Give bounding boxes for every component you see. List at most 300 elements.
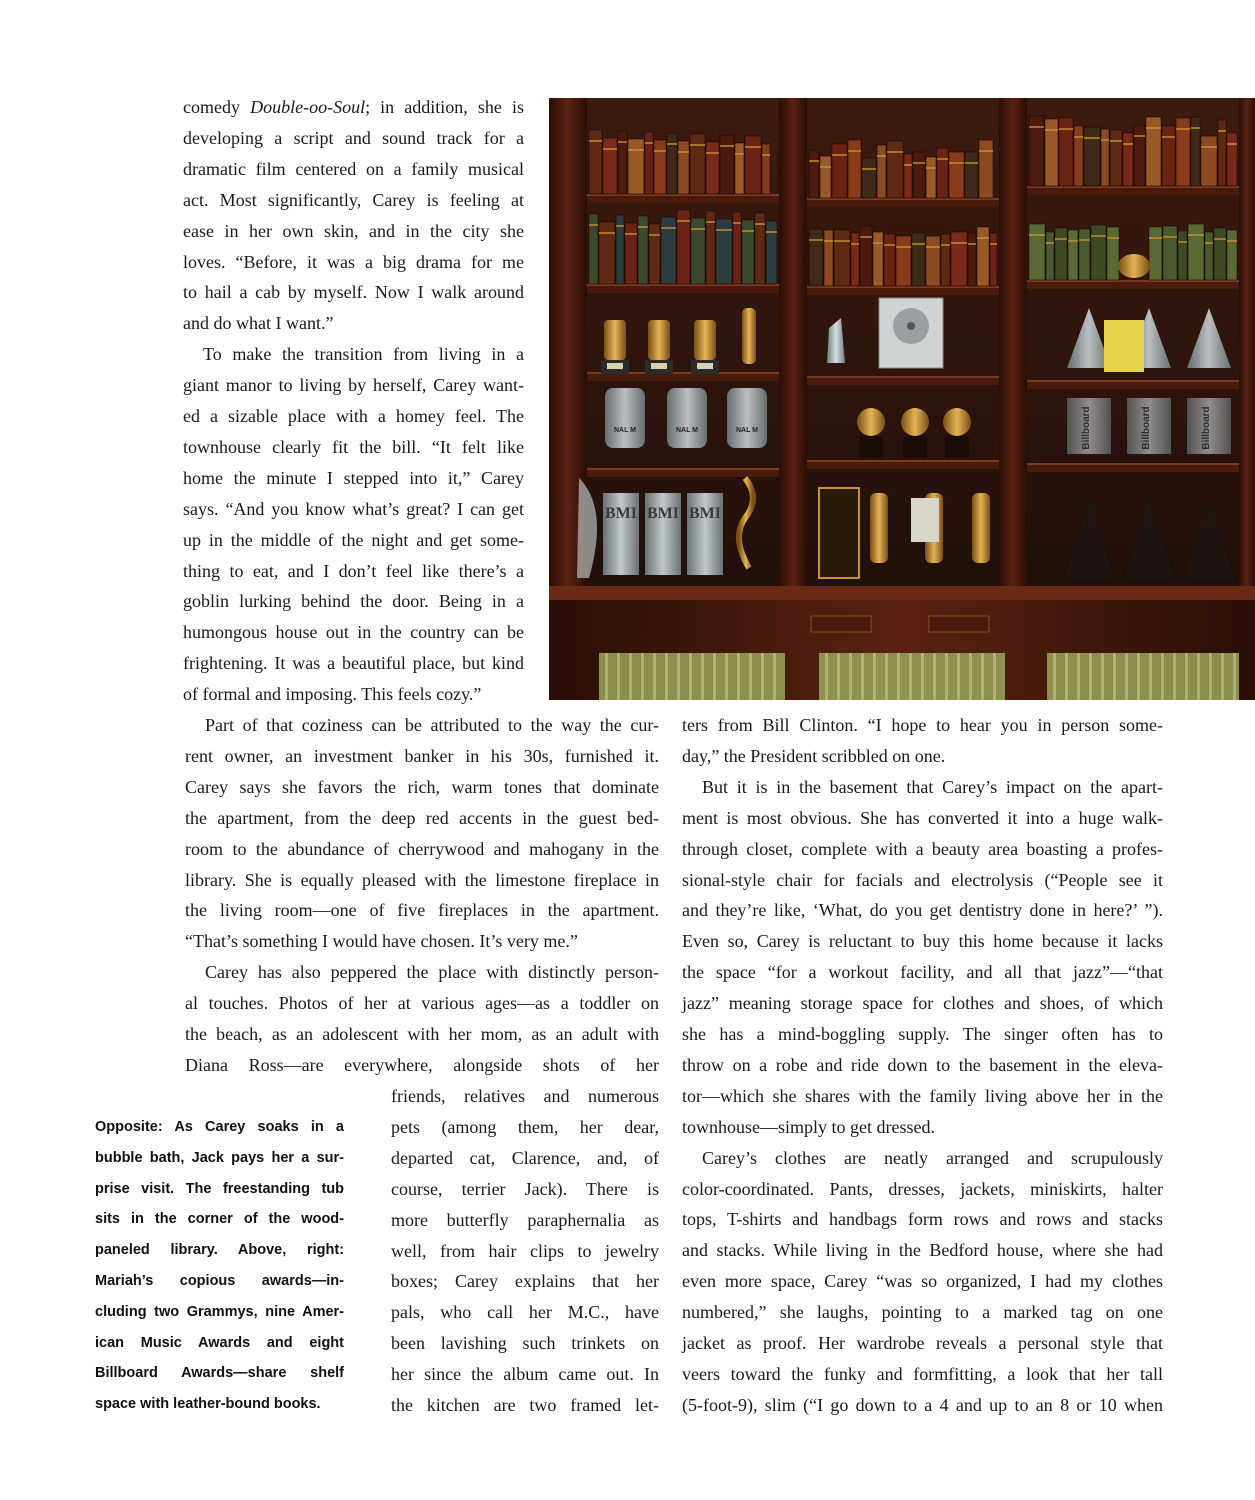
book-band bbox=[949, 162, 964, 164]
book bbox=[625, 223, 637, 284]
book-band bbox=[742, 230, 754, 232]
paragraph-line: Even so, Carey is reluctant to buy this home because it lacks bbox=[682, 931, 1163, 952]
book bbox=[965, 152, 978, 198]
paragraph-line: well, from hair clips to jewelry bbox=[391, 1240, 659, 1261]
book-band bbox=[628, 149, 644, 151]
paragraph-line: Carey has also peppered the place with distinctly person- bbox=[205, 962, 659, 983]
book-band bbox=[603, 148, 617, 150]
book bbox=[649, 224, 660, 284]
book-band bbox=[766, 231, 777, 233]
book bbox=[1110, 130, 1122, 186]
paragraph-line: she has a mind-boggling supply. The singer often has to bbox=[682, 1024, 1163, 1044]
book-band bbox=[661, 227, 676, 229]
book bbox=[1084, 127, 1100, 186]
book-band bbox=[1045, 129, 1058, 131]
book bbox=[1091, 225, 1106, 280]
door-pleat bbox=[737, 653, 740, 700]
book-band bbox=[820, 166, 831, 168]
gold-statuette bbox=[694, 320, 716, 360]
book-band bbox=[862, 168, 876, 170]
book bbox=[1162, 126, 1175, 186]
book bbox=[1214, 228, 1226, 280]
billboard-award-label: Billboard bbox=[1081, 406, 1092, 450]
door-pleat bbox=[837, 653, 840, 700]
door-pleat bbox=[1161, 653, 1164, 700]
door-pleat bbox=[909, 653, 912, 700]
book bbox=[628, 139, 644, 194]
book bbox=[1079, 229, 1090, 280]
grammy-base bbox=[903, 436, 927, 458]
book bbox=[926, 236, 940, 286]
paragraph-line: pets (among them, her dear, bbox=[391, 1116, 659, 1137]
book-band bbox=[877, 155, 886, 157]
caption-line: paneled library. Above, right: bbox=[95, 1242, 344, 1259]
bmi-award-label: BMI bbox=[605, 505, 637, 522]
book bbox=[691, 218, 705, 284]
book-band bbox=[706, 221, 715, 223]
book-band bbox=[1149, 237, 1162, 239]
paragraph-line: throw on a robe and ride down to the basement in the eleva- bbox=[682, 1054, 1163, 1075]
book-band bbox=[735, 153, 744, 155]
book bbox=[720, 135, 734, 194]
book bbox=[912, 233, 925, 286]
door-pleat bbox=[921, 653, 924, 700]
door-pleat bbox=[665, 653, 668, 700]
paragraph-line: of formal and imposing. This feels cozy.” bbox=[183, 684, 482, 705]
paragraph-line: ed a sizable place with a homey feel. The bbox=[183, 406, 524, 426]
book bbox=[1188, 224, 1204, 280]
book-band bbox=[904, 164, 912, 166]
paragraph-line: townhouse—simply to get dressed. bbox=[682, 1116, 935, 1137]
book-band bbox=[1123, 143, 1133, 145]
book bbox=[832, 144, 847, 198]
book bbox=[904, 154, 912, 198]
paragraph-line: jacket as proof. Her wardrobe reveals a personal style that bbox=[682, 1333, 1163, 1353]
statuette-plaque bbox=[651, 363, 667, 369]
book bbox=[937, 148, 948, 198]
paragraph-line: been lavishing such trinkets on bbox=[391, 1333, 659, 1354]
book-band bbox=[851, 243, 859, 245]
paragraph-line: Part of that coziness can be attributed to the way the cur- bbox=[205, 715, 659, 735]
book-band bbox=[965, 162, 978, 164]
book-band bbox=[638, 226, 648, 228]
book bbox=[968, 233, 976, 286]
billboard-award-label: Billboard bbox=[1141, 406, 1152, 450]
bmi-award-label: BMI bbox=[689, 505, 721, 522]
door-pleat bbox=[725, 653, 728, 700]
book-band bbox=[690, 144, 705, 146]
book-band bbox=[706, 152, 719, 154]
paragraph-line: ters from Bill Clinton. “I hope to hear you in person some- bbox=[682, 715, 1163, 735]
book bbox=[1201, 136, 1217, 186]
book-band bbox=[873, 242, 883, 244]
book bbox=[809, 150, 819, 198]
paragraph-line: numbered,” she laughs, pointing to a marked tag on one bbox=[682, 1302, 1163, 1323]
paragraph-line: the living room—one of five fireplaces in the apartment. bbox=[185, 900, 659, 921]
door-pleat bbox=[605, 653, 608, 700]
door-pleat bbox=[677, 653, 680, 700]
door-pleat bbox=[1089, 653, 1092, 700]
book bbox=[951, 232, 967, 286]
frame-post bbox=[1239, 98, 1255, 598]
book-band bbox=[1201, 146, 1217, 148]
book-band bbox=[1059, 128, 1073, 130]
book-band bbox=[968, 243, 976, 245]
book-band bbox=[1091, 235, 1106, 237]
grammy-base bbox=[859, 436, 883, 458]
book bbox=[1101, 129, 1109, 186]
book-band bbox=[678, 151, 689, 153]
paragraph-line: comedy Double-oo-Soul; in addition, she is bbox=[183, 97, 524, 117]
bmi-award-label: BMI bbox=[647, 505, 679, 522]
paragraph-line: dramatic film centered on a family musical bbox=[183, 158, 524, 179]
book-band bbox=[733, 222, 741, 224]
door-pleat bbox=[689, 653, 692, 700]
paragraph-line: developing a script and sound track for a bbox=[183, 127, 524, 148]
book bbox=[926, 157, 936, 198]
shelf-edge bbox=[587, 468, 779, 470]
yellow-certificate bbox=[1104, 320, 1144, 372]
paragraph-line: thing to eat, and I don’t feel like there’s a bbox=[183, 560, 524, 581]
book bbox=[979, 140, 993, 198]
book-band bbox=[1068, 240, 1078, 242]
book-band bbox=[1055, 238, 1067, 240]
book-band bbox=[589, 224, 598, 226]
shelf-edge bbox=[807, 460, 999, 462]
paragraph-line: home the minute I stepped into it,” Carey bbox=[183, 467, 524, 488]
paragraph-line: and they’re like, ‘What, do you get dentistry done in here?’ ”). bbox=[682, 900, 1163, 921]
book bbox=[977, 227, 989, 286]
book-band bbox=[926, 167, 936, 169]
door-pleat bbox=[641, 653, 644, 700]
book bbox=[949, 152, 964, 198]
book-band bbox=[1218, 130, 1226, 132]
gold-statuette bbox=[604, 320, 626, 360]
paragraph-line: tops, T-shirts and handbags form rows and rows and stacks bbox=[682, 1209, 1163, 1230]
paragraph-line: act. Most significantly, Carey is feeling at bbox=[183, 189, 524, 210]
door-pleat bbox=[981, 653, 984, 700]
lower-cabinet bbox=[549, 586, 1255, 700]
paragraph-line: townhouse clearly fit the bill. “It felt like bbox=[183, 436, 524, 457]
paragraph-line: through closet, complete with a beauty area boasting a profes- bbox=[682, 838, 1163, 859]
book bbox=[589, 130, 602, 194]
statuette-plaque bbox=[697, 363, 713, 369]
book-band bbox=[1046, 242, 1054, 244]
caption-line: sits in the corner of the wood- bbox=[95, 1211, 344, 1228]
paragraph-line: the kitchen are two framed let- bbox=[391, 1395, 659, 1415]
paragraph-line: Carey says she favors the rich, warm tones that dominate bbox=[185, 776, 659, 797]
grammy-base bbox=[945, 436, 969, 458]
book bbox=[645, 132, 653, 194]
book-band bbox=[913, 162, 925, 164]
paragraph-line: friends, relatives and numerous bbox=[391, 1086, 659, 1106]
book bbox=[1074, 126, 1083, 186]
glass-award-label: NAL M bbox=[613, 427, 637, 434]
book bbox=[766, 221, 777, 284]
door-pleat bbox=[1137, 653, 1140, 700]
door-pleat bbox=[1065, 653, 1068, 700]
book-band bbox=[599, 232, 615, 234]
brass-bowl bbox=[1118, 254, 1150, 278]
caption-line: prise visit. The freestanding tub bbox=[95, 1180, 344, 1197]
book-band bbox=[832, 154, 847, 156]
door-pleat bbox=[1221, 653, 1224, 700]
paragraph-line: the space “for a workout facility, and all that jazz”—“that bbox=[682, 962, 1163, 983]
book-band bbox=[1191, 127, 1200, 129]
book-band bbox=[824, 240, 833, 242]
book-band bbox=[937, 158, 948, 160]
book bbox=[706, 142, 719, 194]
book-band bbox=[745, 146, 761, 148]
framed-certificate bbox=[911, 498, 939, 542]
door-pleat bbox=[1185, 653, 1188, 700]
gold-figurine bbox=[870, 493, 888, 563]
book-band bbox=[1146, 127, 1161, 129]
paragraph-line: To make the transition from living in a bbox=[203, 344, 524, 365]
paragraph-line: But it is in the basement that Carey’s impact on the apart- bbox=[702, 776, 1163, 797]
caption-line: Opposite: As Carey soaks in a bbox=[95, 1119, 344, 1135]
book-band bbox=[1110, 140, 1122, 142]
disc-center bbox=[907, 322, 915, 330]
paragraph-line: pals, who call her M.C., have bbox=[391, 1302, 659, 1323]
book bbox=[1218, 120, 1226, 186]
book-band bbox=[887, 151, 903, 153]
paragraph-line: veers toward the funky and formfitting, a look that her tall bbox=[682, 1363, 1163, 1384]
book bbox=[884, 234, 895, 286]
book bbox=[1134, 125, 1145, 186]
glass-award-label: NAL M bbox=[675, 427, 699, 434]
book bbox=[603, 138, 617, 194]
book-band bbox=[941, 244, 950, 246]
paragraph-line: to hail a cab by myself. Now I walk around bbox=[183, 282, 524, 303]
book-band bbox=[809, 160, 819, 162]
paragraph-line: more butterfly paraphernalia as bbox=[391, 1209, 659, 1230]
book-band bbox=[1107, 237, 1119, 239]
door-pleat bbox=[1233, 653, 1236, 700]
book bbox=[860, 226, 872, 286]
door-pleat bbox=[1101, 653, 1104, 700]
book bbox=[820, 156, 831, 198]
shelf-edge bbox=[807, 198, 999, 200]
book-band bbox=[1084, 137, 1100, 139]
book-band bbox=[691, 228, 705, 230]
paragraph-line: the apartment, from the deep red accents in the guest bed- bbox=[185, 807, 659, 828]
book-band bbox=[1074, 136, 1083, 138]
carved-ornament bbox=[811, 616, 871, 632]
caption-line: Mariah’s copious awards—in- bbox=[95, 1273, 344, 1289]
book-band bbox=[884, 244, 895, 246]
book bbox=[862, 158, 876, 198]
book-band bbox=[979, 150, 993, 152]
paragraph-line: rent owner, an investment banker in his 30s, furnished it. bbox=[185, 745, 659, 766]
door-pleat bbox=[969, 653, 972, 700]
plaque-award bbox=[819, 488, 859, 578]
book-band bbox=[649, 234, 660, 236]
book bbox=[913, 152, 925, 198]
book bbox=[990, 233, 997, 286]
door-pleat bbox=[861, 653, 864, 700]
book-band bbox=[755, 223, 765, 225]
book-band bbox=[1162, 136, 1175, 138]
caption-line: cluding two Grammys, nine Amer- bbox=[95, 1303, 344, 1320]
paragraph-line: library. She is equally pleased with the limestone fireplace in bbox=[185, 869, 659, 890]
book-band bbox=[1163, 236, 1177, 238]
frame-post bbox=[999, 98, 1027, 598]
book bbox=[1055, 228, 1067, 280]
paragraph-line: jazz” meaning storage space for clothes and shoes, of which bbox=[682, 993, 1163, 1014]
book bbox=[735, 143, 744, 194]
door-pleat bbox=[1149, 653, 1152, 700]
door-pleat bbox=[1197, 653, 1200, 700]
door-pleat bbox=[825, 653, 828, 700]
book bbox=[1227, 133, 1237, 186]
book bbox=[618, 131, 627, 194]
door-pleat bbox=[933, 653, 936, 700]
paragraph-line: departed cat, Clarence, and, of bbox=[391, 1147, 659, 1168]
shelf-edge bbox=[1027, 463, 1239, 465]
book bbox=[716, 219, 732, 284]
paragraph-line: boxes; Carey explains that her bbox=[391, 1271, 659, 1292]
door-pleat bbox=[885, 653, 888, 700]
book-band bbox=[667, 143, 677, 145]
book-band bbox=[860, 236, 872, 238]
paragraph-line: room to the abundance of cherrywood and mahogany in the bbox=[185, 838, 659, 859]
paragraph-line: Diana Ross—are everywhere, alongside shots of her bbox=[185, 1054, 659, 1075]
paragraph-line: “That’s something I would have chosen. It’s very me.” bbox=[185, 931, 578, 952]
book-band bbox=[618, 141, 627, 143]
book bbox=[1029, 224, 1045, 280]
frame-post bbox=[779, 98, 807, 598]
glass-award bbox=[605, 388, 645, 448]
grammy-horn bbox=[943, 408, 971, 436]
statuette-plaque bbox=[607, 363, 623, 369]
door-pleat bbox=[713, 653, 716, 700]
book bbox=[809, 229, 823, 286]
glass-award bbox=[667, 388, 707, 448]
paragraph-line: says. “And you know what’s great? I can get bbox=[183, 498, 524, 519]
door-pleat bbox=[1173, 653, 1176, 700]
caption-line: space with leather-bound books. bbox=[95, 1396, 321, 1413]
book-band bbox=[848, 150, 861, 152]
door-pleat bbox=[1113, 653, 1116, 700]
door-pleat bbox=[945, 653, 948, 700]
paragraph-line: goblin lurking behind the door. Being in a bbox=[183, 591, 524, 612]
book-band bbox=[951, 242, 967, 244]
book-band bbox=[589, 140, 602, 142]
billboard-award-label: Billboard bbox=[1201, 406, 1212, 450]
shelf-edge bbox=[807, 376, 999, 378]
grammy-horn bbox=[857, 408, 885, 436]
paragraph-line: frightening. It was a beautiful place, but kind bbox=[183, 653, 524, 674]
book bbox=[896, 236, 911, 286]
paragraph-line: tor—which she shares with the family living above her in the bbox=[682, 1085, 1163, 1106]
book bbox=[824, 230, 833, 286]
door-pleat bbox=[1077, 653, 1080, 700]
paragraph-line: the beach, as an adolescent with her mom, as an adult with bbox=[185, 1024, 659, 1044]
door-pleat bbox=[957, 653, 960, 700]
book-band bbox=[1029, 126, 1044, 128]
book bbox=[877, 145, 886, 198]
book-band bbox=[1178, 241, 1187, 243]
book bbox=[678, 141, 689, 194]
book-band bbox=[720, 145, 734, 147]
book bbox=[941, 234, 950, 286]
book-band bbox=[616, 225, 624, 227]
book-band bbox=[1176, 128, 1190, 130]
door-pleat bbox=[617, 653, 620, 700]
book-band bbox=[809, 239, 823, 241]
book-band bbox=[1101, 139, 1109, 141]
paragraph-line: ease in her own skin, and in the city she bbox=[183, 220, 524, 241]
cabinet-top bbox=[549, 586, 1255, 600]
book bbox=[1227, 230, 1237, 280]
door-pleat bbox=[761, 653, 764, 700]
book bbox=[667, 133, 677, 194]
book bbox=[1149, 227, 1162, 280]
book-band bbox=[1214, 238, 1226, 240]
book-band bbox=[677, 220, 690, 222]
paragraph-line: (5-foot-9), slim (“I go down to a 4 and up to an 8 or 10 when bbox=[682, 1394, 1163, 1415]
door-pleat bbox=[653, 653, 656, 700]
paragraph-line: up in the middle of the night and get some- bbox=[183, 529, 524, 550]
paragraph-line: her since the album came out. In bbox=[391, 1364, 659, 1385]
book bbox=[690, 134, 705, 194]
paragraph-line: loves. “Before, it was a big drama for me bbox=[183, 251, 524, 272]
paragraph-line: ment is most obvious. She has converted it into a huge walk- bbox=[682, 807, 1163, 828]
book bbox=[834, 230, 850, 286]
paragraph-line: al touches. Photos of her at various ages—as a toddler on bbox=[185, 993, 659, 1014]
door-pleat bbox=[701, 653, 704, 700]
gold-statuette bbox=[648, 320, 670, 360]
door-pleat bbox=[749, 653, 752, 700]
paragraph-line: and do what I want.” bbox=[183, 313, 334, 334]
shelf-edge bbox=[1027, 380, 1239, 382]
book-band bbox=[1188, 234, 1204, 236]
book bbox=[851, 233, 859, 286]
book-band bbox=[1029, 234, 1045, 236]
book-band bbox=[1134, 135, 1145, 137]
grammy-horn bbox=[901, 408, 929, 436]
book bbox=[1163, 226, 1177, 280]
photo-bookcase-awards bbox=[549, 98, 1255, 700]
book-band bbox=[654, 150, 666, 152]
paragraph-line: even more space, Carey “was so organized, I had my clothes bbox=[682, 1271, 1163, 1292]
book-band bbox=[762, 154, 770, 156]
book-band bbox=[896, 246, 911, 248]
book bbox=[654, 140, 666, 194]
paragraph-line: humongous house out in the country can be bbox=[183, 622, 524, 643]
book-band bbox=[912, 243, 925, 245]
book-band bbox=[926, 246, 940, 248]
book bbox=[1068, 230, 1078, 280]
gold-figure bbox=[742, 308, 756, 364]
door-pleat bbox=[629, 653, 632, 700]
book-band bbox=[1227, 143, 1237, 145]
book-band bbox=[1079, 239, 1090, 241]
caption-line: Billboard Awards—share shelf bbox=[95, 1365, 344, 1382]
book bbox=[599, 222, 615, 284]
caption-line: bubble bath, Jack pays her a sur- bbox=[95, 1149, 344, 1166]
door-pleat bbox=[993, 653, 996, 700]
glass-award-label: NAL M bbox=[735, 427, 759, 434]
door-pleat bbox=[1209, 653, 1212, 700]
shelf-edge bbox=[1027, 186, 1239, 188]
paragraph-line: course, terrier Jack). There is bbox=[391, 1178, 659, 1199]
door-pleat bbox=[897, 653, 900, 700]
book-band bbox=[834, 240, 850, 242]
book-band bbox=[625, 233, 637, 235]
book bbox=[1107, 227, 1119, 280]
